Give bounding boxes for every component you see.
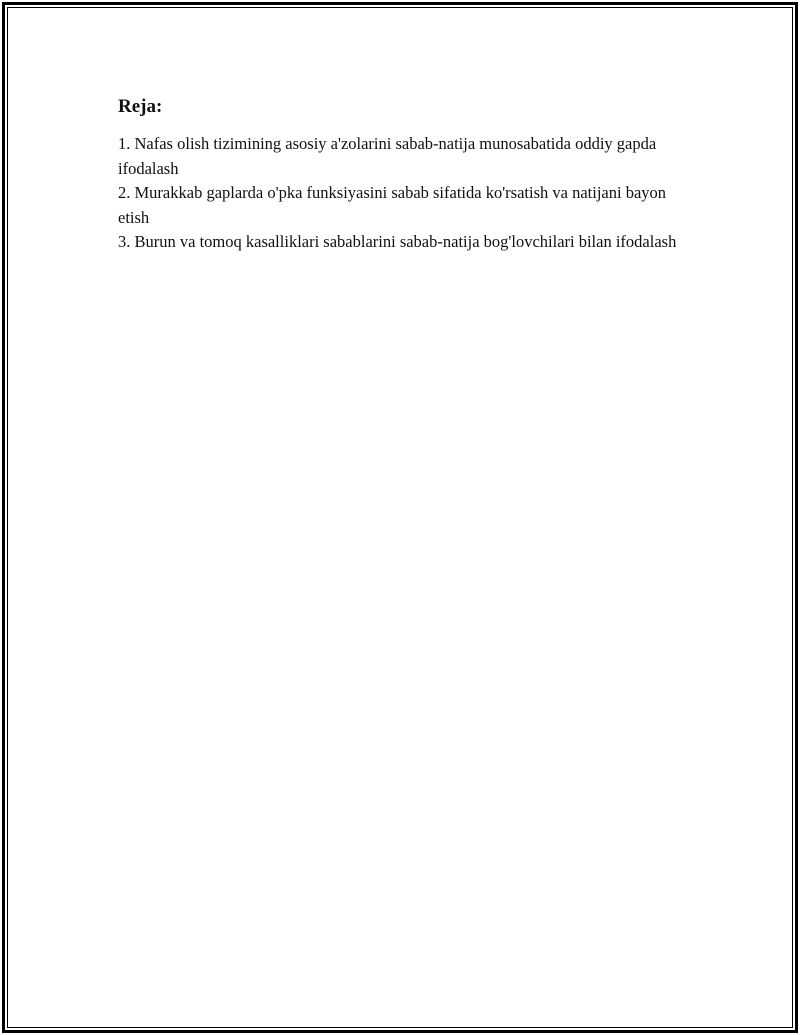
document-content [118, 94, 688, 255]
plan-heading: Reja: [118, 96, 163, 117]
plan-item-1: 1. Nafas olish tizimining asosiy a'zolarini sabab-natija munosabatida oddiy gapda ifodalash [118, 134, 657, 178]
plan-item-3: 3. Burun va tomoq kasalliklari sabablarini sabab-natija bog'lovchilari bilan ifodalash [118, 232, 677, 251]
plan-list [118, 132, 688, 255]
plan-item-2: 2. Murakkab gaplarda o'pka funksiyasini sabab sifatida ko'rsatish va natijani bayon etish [118, 183, 667, 227]
